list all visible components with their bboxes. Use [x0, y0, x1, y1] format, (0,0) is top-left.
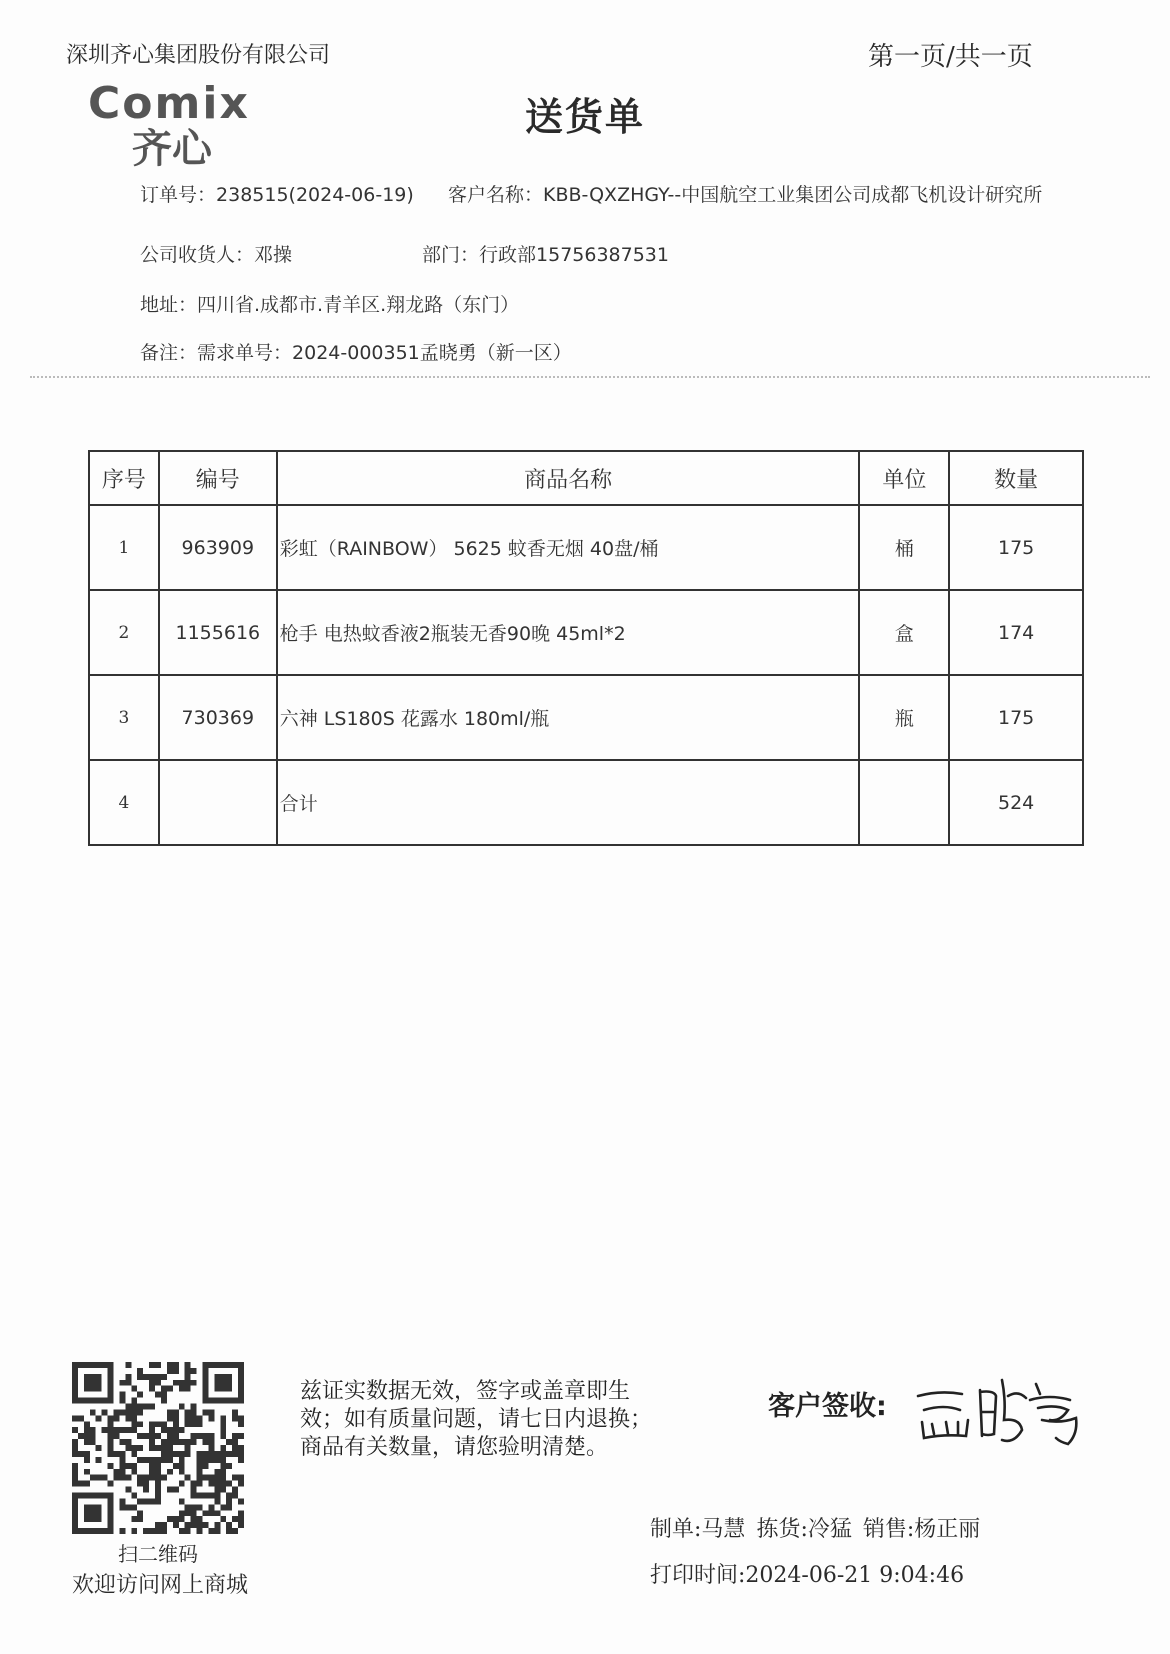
cell-name: 合计 [277, 760, 860, 845]
picker-label: 拣货: [756, 1517, 808, 1542]
company-name: 深圳齐心集团股份有限公司 [66, 43, 331, 68]
items-table [88, 450, 1084, 846]
cell-code: 1155616 [159, 590, 277, 675]
customer-name [448, 180, 1042, 207]
maker-value: 马慧 [701, 1517, 746, 1542]
cell-name: 六神 LS180S 花露水 180ml/瓶 [277, 675, 860, 760]
customer-sign-label: 客户签收: [768, 1391, 887, 1422]
notice-line-3: 商品有关数量，请您验明清楚。 [300, 1435, 609, 1460]
document-title: 送货单 [524, 95, 645, 139]
cell-qty: 174 [949, 590, 1083, 675]
cell-unit: 盒 [859, 590, 949, 675]
notice-line-1: 兹证实数据无效，签字或盖章即生 [300, 1379, 631, 1404]
remark-value: 需求单号：2024-000351孟晓勇（新一区） [197, 342, 572, 364]
print-time-label: 打印时间: [650, 1563, 746, 1588]
header-code: 编号 [159, 451, 277, 505]
table-row [89, 590, 1083, 675]
notice-text [300, 1378, 690, 1462]
address-label: 地址： [140, 294, 198, 316]
header-qty: 数量 [949, 451, 1083, 505]
sales-label: 销售: [862, 1517, 915, 1542]
department [422, 240, 669, 267]
cell-qty: 524 [949, 760, 1083, 845]
cell-name: 彩虹（RAINBOW） 5625 蚊香无烟 40盘/桶 [277, 505, 860, 590]
cell-unit: 桶 [859, 505, 949, 590]
address [140, 290, 519, 317]
cell-seq: 1 [89, 505, 159, 590]
cell-seq: 2 [89, 590, 159, 675]
cell-qty: 175 [949, 675, 1083, 760]
receiver [140, 240, 292, 267]
order-number-label: 订单号： [140, 184, 217, 206]
receiver-label: 公司收货人： [140, 244, 255, 266]
address-value: 四川省.成都市.青羊区.翔龙路（东门） [197, 294, 520, 316]
order-number-value: 238515(2024-06-19) [216, 184, 414, 206]
cell-code: 730369 [159, 675, 277, 760]
staff-line [650, 1512, 980, 1543]
qr-caption-visit: 欢迎访问网上商城 [71, 1573, 248, 1598]
customer-value: KBB-QXZHGY--中国航空工业集团公司成都飞机设计研究所 [543, 184, 1043, 206]
cell-seq: 3 [89, 675, 159, 760]
customer-signature [910, 1360, 1090, 1450]
cell-qty: 175 [949, 505, 1083, 590]
table-row [89, 675, 1083, 760]
cell-seq: 4 [89, 760, 159, 845]
dotted-divider [30, 376, 1150, 378]
remark-label: 备注： [140, 342, 198, 364]
cell-unit [859, 760, 949, 845]
cell-code: 963909 [159, 505, 277, 590]
table-row-total [89, 760, 1083, 845]
sales-value: 杨正丽 [914, 1517, 981, 1542]
notice-line-2: 效；如有质量问题，请七日内退换； [300, 1407, 653, 1432]
department-value: 行政部15756387531 [479, 244, 669, 266]
page-indicator: 第一页/共一页 [868, 42, 1033, 72]
logo-text-cn: 齐心 [132, 126, 212, 170]
header-unit: 单位 [859, 451, 949, 505]
receiver-value: 邓操 [254, 244, 293, 266]
remark [140, 338, 572, 365]
picker-value: 冷猛 [807, 1517, 852, 1542]
logo-text-en: Comix [88, 78, 250, 129]
department-label: 部门： [422, 244, 480, 266]
maker-label: 制单: [650, 1517, 702, 1542]
cell-name: 枪手 电热蚊香液2瓶装无香90晚 45ml*2 [277, 590, 860, 675]
cell-unit: 瓶 [859, 675, 949, 760]
table-row [89, 505, 1083, 590]
header-name: 商品名称 [277, 451, 860, 505]
print-time [650, 1558, 964, 1589]
qr-caption-scan: 扫二维码 [118, 1542, 198, 1566]
header-seq: 序号 [89, 451, 159, 505]
qr-code-icon[interactable] [72, 1362, 244, 1534]
order-number [140, 180, 414, 207]
customer-label: 客户名称： [448, 184, 544, 206]
table-header-row [89, 451, 1083, 505]
print-time-value: 2024-06-21 9:04:46 [745, 1563, 965, 1588]
cell-code [159, 760, 277, 845]
